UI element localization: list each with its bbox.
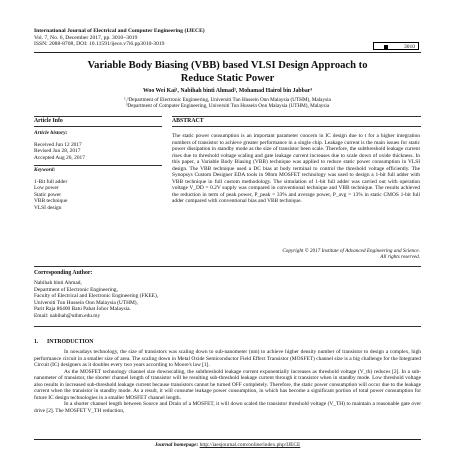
copyright-line-2: All rights reserved. <box>380 254 420 261</box>
intro-paragraph-1: In nowadays technology, the size of transistors was scaling down to sub-nanometer (nm) to achieve higher density number of transistor to design a complex, high performance circuit in a smaller size of area. The scaling down in Metal Oxide Semiconductor Field Effect Transistor (MOSFET) channel size is a big challenge for the Integrated Circuit (IC) designers as it doubles every two years according to Moore's law [1]. <box>34 349 421 369</box>
title-line-1: Variable Body Biasing (VBB) based VLSI Design Approach to <box>87 60 368 71</box>
author-list: Woo Wei Kai¹, Nabihah binti Ahmad², Mohamad Hairol bin Jabbar³ <box>142 88 313 94</box>
keyword-item: VBB technique <box>34 198 68 204</box>
abstract-top-rule <box>172 116 421 117</box>
journal-issn: ISSN: 2088-8708, DOI: 10.11591/ijece.v7i6.pp3010-3019 <box>34 41 165 48</box>
journal-header <box>34 28 205 48</box>
corresponding-label: Corresponding Author: <box>34 270 93 276</box>
footer-label: Journal homepage: <box>154 442 199 448</box>
info-top-rule <box>34 116 162 117</box>
keyword-item: 1-Bit full adder <box>34 178 68 185</box>
abstract-rule-2 <box>172 126 421 127</box>
info-rule-3 <box>34 165 162 166</box>
author-university: Universiti Tun Hussein Onn Malaysia (UTHM), <box>34 299 138 306</box>
author-address: Parit Raja 86400 Batu Pahat Johor Malaysia. <box>34 306 131 312</box>
copyright-line-1: Copyright © 2017 Institute of Advanced Engineering and Science. <box>282 248 420 254</box>
intro-paragraph-3: In a shorter channel length between Source and Drain of a MOSFET, it will down scaled the transistor threshold voltage (V_TH) to maintain a reasonable gate over drive [2]. The MOSFET V_TH reduction, <box>34 401 421 414</box>
corresponding-bottom-rule <box>34 326 421 327</box>
introduction-body <box>34 349 421 414</box>
journal-name: International Journal of Electrical and Computer Engineering (IJECE) <box>34 28 205 34</box>
author-name: Nabihah binti Ahmad, <box>34 280 82 286</box>
abstract-label: ABSTRACT <box>172 118 204 124</box>
title-line-2: Reduce Static Power <box>180 72 275 84</box>
footer-rule <box>34 439 421 440</box>
article-history <box>34 130 85 161</box>
paper-title <box>34 60 421 85</box>
history-revised: Revised Jun 28, 2017 <box>34 148 81 154</box>
author-department: Department of Electronic Engineering, <box>34 286 118 293</box>
corresponding-author <box>34 280 158 319</box>
author-faculty: Faculty of Electrical and Electronic Engineering (FKEE), <box>34 293 159 299</box>
page-marker-icon <box>384 45 388 49</box>
info-rule-2 <box>34 126 162 127</box>
abstract-text: The static power consumption is an important parameter concern in IC design due to t for a higher integration numbers of transistor to achieve greater performance in a single chip. Leakage current is the main issues for static power dissipation in standby mode as the size of transistor been scale. Therefore, the subthreshold leakage current rises due to threshold voltage scaling and gate leakage current increases due to scale down of oxide thickness. In this paper, a Variable Body Biasing (VBB) technique was applied to reduce static power consumption in VLSI design. The VBB technique used a DC bias at body terminal to control the threshold voltage efficiently. The Synopsys Custom Designer EDA tools in 90nm MOSFET technology was used to design a 1-bit full adder with VBB technique in full custom methodology. The simulation of 1-bit full adder was carried out with operation voltage V_DD = 0.2V supply was compared in conventional technique and VBB technique. The results achieved the reduction in term of peak power, P_peak = 33% and average power, P_avg = 13% in static CMOS 1-bit full adder compared with conventional bias and VBB technique. <box>172 133 420 205</box>
affiliation-1: ¹,²Department of Electronic Engineering, Universiti Tun Hussein Onn Malaysia (UTHM), Malaysia <box>124 97 331 103</box>
keyword-item: VLSI design <box>34 204 62 211</box>
section-heading: 1. INTRODUCTION <box>34 339 94 345</box>
abstract-bottom-rule <box>34 266 421 267</box>
keyword-item: Static power <box>34 191 62 198</box>
header-rule <box>34 52 421 53</box>
article-info-label: Article Info <box>34 118 63 124</box>
page-number: 3010 <box>404 44 415 50</box>
history-received: Received Jun 12 2017 <box>34 141 82 148</box>
page-number-box <box>373 42 419 50</box>
history-accepted: Accepted Aug 26, 2017 <box>34 154 85 161</box>
footer <box>34 442 421 448</box>
keywords <box>34 167 67 211</box>
journal-volume: Vol. 7, No. 6, December 2017, pp. 3010~3019 <box>34 34 138 41</box>
keyword-item: Low power <box>34 185 59 191</box>
affiliation-2: ³Department of Computer Engineering, Universiti Tun Hussein Onn Malaysia (UTHM), Malaysia <box>125 103 330 109</box>
keyword-label: Keyword: <box>34 167 56 173</box>
intro-paragraph-2: As the MOSFET technology channel size downscaling, the subthreshold leakage current exponentially increases as threshold voltage (V_th) reduces [2]. In a sub-nanometer of transistor, the shorter channel length of transistor will be resulting sub-threshold leakage current through it transistor when in standby mode. Low threshold voltage also results in increased sub-threshold leakage current because transistors cannot be turned OFF completely. Therefore, the static power consumption will occur due to the leakage current when the transistor in standby mode. As a result, it will consume leakage power consumption, in which has become a significant portion of total power consumption for future IC design technologies in a smaller MOSFET channel length. <box>34 368 421 401</box>
author-email: Email: nabihah@uthm.edu.my <box>34 312 101 319</box>
history-label: Article history: <box>34 130 68 136</box>
copyright <box>172 248 420 261</box>
journal-homepage-link[interactable]: http://iaesjournal.com/online/index.php/IJECE <box>199 442 301 448</box>
